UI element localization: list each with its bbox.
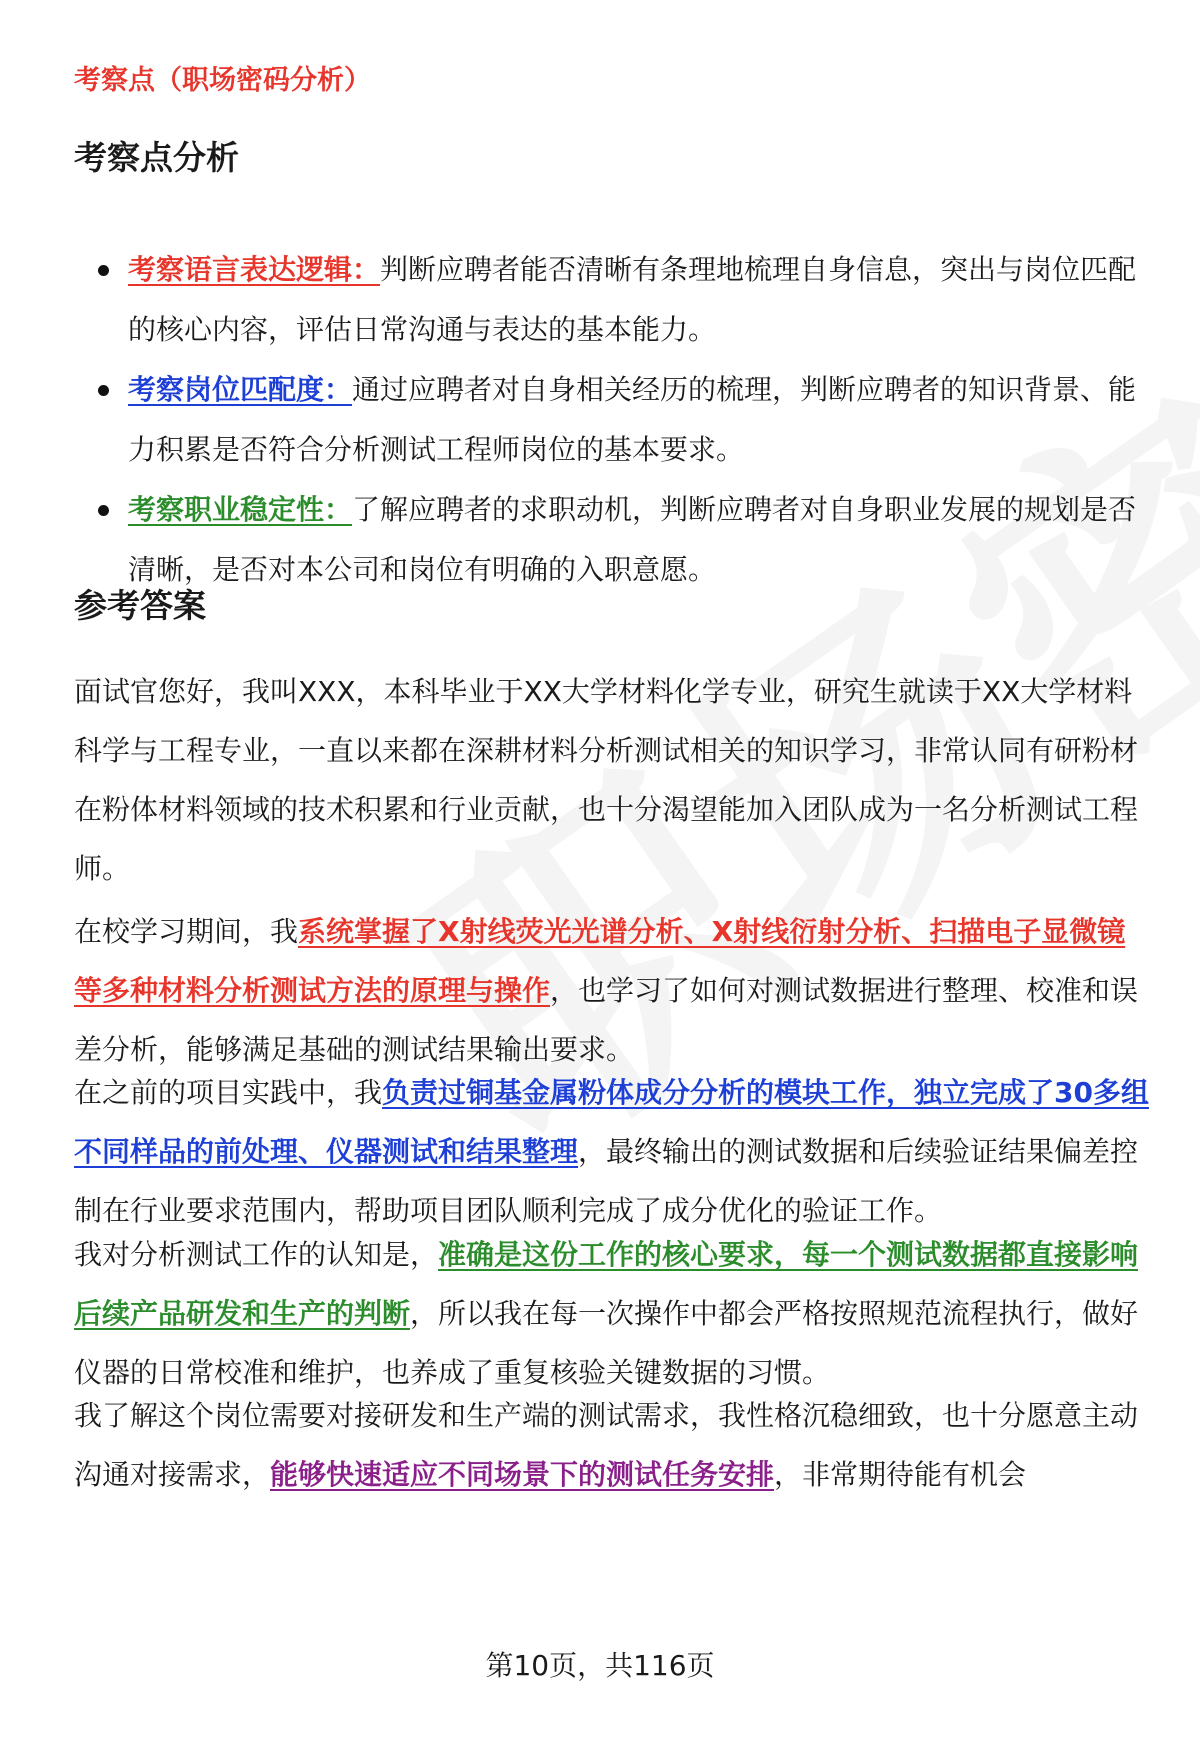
bullet-dot bbox=[98, 505, 109, 516]
highlight-text: 负责过铜基金属粉体成分分析的模块工作，独立完成了30多组不同样品的前处理、仪器测试和结果整理 bbox=[74, 1076, 1149, 1168]
paragraph-text: ，也学习了如何对测试数据进行整理、校准和误差分析，能够满足基础的测试结果输出要求。 bbox=[74, 974, 1139, 1066]
section-title-analysis: 考察点分析 bbox=[74, 138, 239, 177]
paragraph-communication bbox=[74, 1386, 1150, 1504]
bullet-keyword: 考察语言表达逻辑： bbox=[128, 253, 381, 286]
paragraph-text: 我对分析测试工作的认知是， bbox=[74, 1238, 439, 1271]
highlight-text: 准确是这份工作的核心要求，每一个测试数据都直接影响后续产品研发和生产的判断 bbox=[74, 1238, 1139, 1330]
bullet-keyword: 考察岗位匹配度： bbox=[128, 373, 353, 406]
page-number-footer: 第10页，共116页 bbox=[485, 1649, 715, 1682]
bullet-dot bbox=[98, 385, 109, 396]
paragraph-text: ，所以我在每一次操作中都会严格按照规范流程执行，做好仪器的日常校准和维护，也养成了重复核验关键数据的习惯。 bbox=[74, 1297, 1139, 1389]
header-label: 考察点（职场密码分析） bbox=[74, 65, 371, 96]
section-title-answer: 参考答案 bbox=[74, 586, 206, 625]
analysis-bullet-list bbox=[74, 240, 1150, 600]
paragraph-cognition bbox=[74, 1225, 1150, 1402]
bullet-item-stability bbox=[74, 480, 1150, 600]
highlight-text: 能够快速适应不同场景下的测试任务安排 bbox=[270, 1458, 775, 1491]
paragraph-text: 在之前的项目实践中，我 bbox=[74, 1076, 383, 1109]
bullet-item-language bbox=[74, 240, 1150, 360]
paragraph-study bbox=[74, 902, 1150, 1079]
bullet-keyword: 考察职业稳定性： bbox=[128, 493, 353, 526]
paragraph-text: ，非常期待能有机会 bbox=[774, 1458, 1027, 1491]
bullet-dot bbox=[98, 265, 109, 276]
bullet-text: 通过应聘者对自身相关经历的梳理，判断应聘者的知识背景、能力积累是否符合分析测试工程师岗位的基本要求。 bbox=[128, 373, 1137, 466]
paragraph-text: ，最终输出的测试数据和后续验证结果偏差控制在行业要求范围内，帮助项目团队顺利完成了成分优化的验证工作。 bbox=[74, 1135, 1139, 1227]
paragraph-text: 在校学习期间，我 bbox=[74, 915, 299, 948]
bullet-item-match bbox=[74, 360, 1150, 480]
bullet-text: 了解应聘者的求职动机，判断应聘者对自身职业发展的规划是否清晰，是否对本公司和岗位有明确的入职意愿。 bbox=[128, 493, 1137, 586]
paragraph-text: 我了解这个岗位需要对接研发和生产端的测试需求，我性格沉稳细致，也十分愿意主动沟通对接需求， bbox=[74, 1399, 1139, 1491]
bullet-text: 判断应聘者能否清晰有条理地梳理自身信息，突出与岗位匹配的核心内容，评估日常沟通与表达的基本能力。 bbox=[128, 253, 1137, 346]
intro-paragraph: 面试官您好，我叫XXX，本科毕业于XX大学材料化学专业，研究生就读于XX大学材料科学与工程专业，一直以来都在深耕材料分析测试相关的知识学习，非常认同有研粉材在粉体材料领域的技术积累和行业贡献，也十分渴望能加入团队成为一名分析测试工程师。 bbox=[74, 675, 1139, 885]
highlight-text: 系统掌握了X射线荧光光谱分析、X射线衍射分析、扫描电子显微镜等多种材料分析测试方法的原理与操作 bbox=[74, 915, 1126, 1007]
paragraph-project bbox=[74, 1063, 1150, 1240]
